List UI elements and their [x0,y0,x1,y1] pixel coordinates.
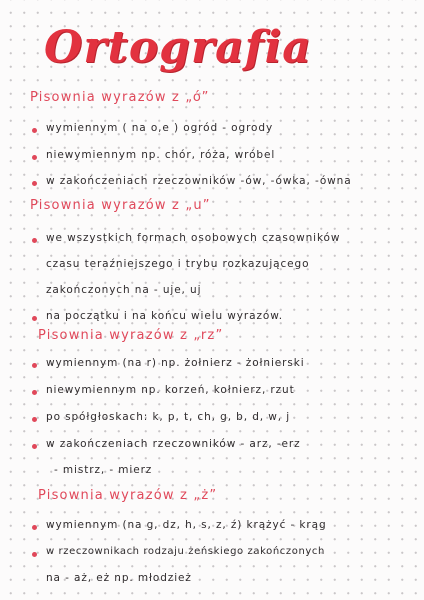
bullet [32,316,37,321]
section-heading-u: Pisownia wyrazów z „u” [30,198,211,213]
rule-line: niewymiennym np. korzeń, kołnierz, rzut [46,384,295,396]
rule-line: wymiennym (na r) np. żołnierz - żołnierski [46,357,305,369]
page-title: Ortografia [44,22,312,73]
bullet [32,390,37,395]
bullet [32,552,37,557]
rule-line: niewymiennym np. chór, róża, wróbel [46,149,276,161]
rule-line: w rzeczownikach rodzaju żeńskiego zakończonych [46,546,325,557]
rule-line: wymiennym (na g, dz, h, s, z, ź) krążyć - krąg [46,519,327,531]
bullet [32,417,37,422]
rule-line: - mistrz, - mierz [54,464,153,476]
bullet [32,128,37,133]
rule-line: na początku i na końcu wielu wyrazów. [46,310,283,322]
rule-line: na - aż, eż np. młodzież [46,572,192,584]
rule-line: we wszystkich formach osobowych czasowników [46,232,341,244]
section-heading-z-kropka: Pisownia wyrazów z „ż” [38,488,218,503]
rule-line: w zakończeniach rzeczowników -ów, -ówka, -ówna [46,175,352,187]
bullet [32,363,37,368]
bullet [32,444,37,449]
section-heading-o-kreskowane: Pisownia wyrazów z „ó” [30,90,210,105]
rule-line: wymiennym ( na o,e ) ogród - ogrody [46,122,274,134]
bullet [32,181,37,186]
rule-line: w zakończeniach rzeczowników - arz, -erz [46,438,301,450]
section-heading-rz: Pisownia wyrazów z „rz” [38,328,224,343]
rule-line: zakończonych na - uje, uj [46,284,202,296]
bullet [32,238,37,243]
bullet [32,525,37,530]
rule-line: po spółgłoskach: k, p, t, ch, g, b, d, w, j [46,411,291,423]
bullet [32,155,37,160]
rule-line: czasu teraźniejszego i trybu rozkazującego [46,258,310,270]
